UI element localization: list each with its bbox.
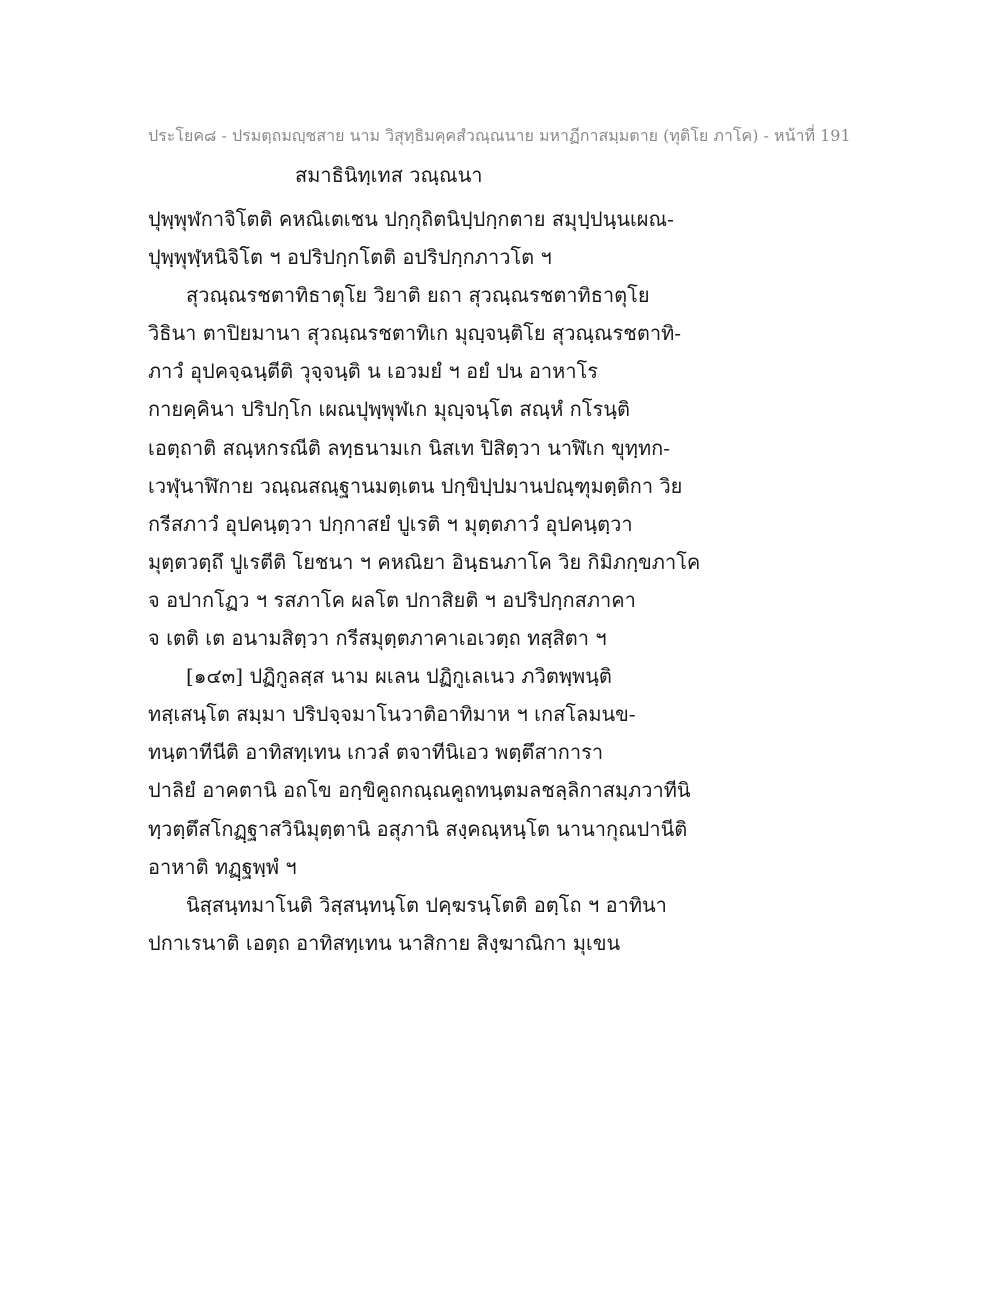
text-line: กรีสภาวํ อุปคนฺตฺวา ปกฺกาสยํ ปูเรติ ฯ มุตฺตภาวํ อุปคนฺตฺวา [148,511,633,536]
text-line: ภาวํ อุปคจฺฉนฺตีติ วุจฺจนฺติ น เอวมยํ ฯ อยํ ปน อาหาโร [148,359,599,384]
text-line: กายคฺคินา ปริปกฺโก เผณปุพฺพุฬเก มุญฺจนฺโต สณฺหํ กโรนฺติ [148,397,630,422]
text-line: เอตฺถาติ สณฺหกรณีติ ลทฺธนามเก นิสเท ปิสิตฺวา นาฬิเก ขุทฺทก- [148,435,671,460]
text-line: เวฬุนาฬิกาย วณฺณสณฺฐานมตฺเตน ปกฺขิปฺปมานปณฺฑุมตฺติกา วิย [148,473,683,498]
text-line: จ เตติ เต อนามสิตฺวา กรีสมุตฺตภาคาเอเวตฺถ ทสฺสิตา ฯ [148,626,607,651]
text-line: ปุพฺพุฬฺหนิจิโต ฯ อปริปกฺกโตติ อปริปกฺกภาวโต ฯ [148,245,552,270]
text-line: ทฺวตฺตึสโกฏฺฐาสวินิมุตฺตานิ อสุภานิ สงฺคณฺหนฺโต นานากุณปานีติ [148,816,688,841]
paragraph-start-line: [๑๔๓] ปฏิกูลสฺส นาม ผเลน ปฏิกูเลเนว ภวิตพฺพนฺติ [186,664,612,689]
text-line: มุตฺตวตฺถึ ปูเรตีติ โยชนา ฯ คหณิยา อินฺธนภาโค วิย กิมิภกฺขภาโค [148,549,701,574]
running-header: ประโยค๘ - ปรมตฺถมญฺชสาย นาม วิสุทฺธิมคฺคสํวณฺณนาย มหาฏีกาสมฺมตาย (ทุติโย ภาโค) - หน้าที่ 191 [148,126,851,145]
text-line: อาหาติ ทฏฺฐพฺพํ ฯ [148,854,297,879]
text-line: ปาลิยํ อาคตานิ อถโข อกฺขิคูถกณฺณคูถทนฺตมลชลฺลิกาสมฺภวาทีนิ [148,778,691,803]
text-line: ทนฺตาทีนีติ อาทิสทฺเทน เกวลํ ตจาทีนิเอว พตฺตึสาการา [148,740,604,765]
text-line: ปกาเรนาติ เอตฺถ อาทิสทฺเทน นาสิกาย สิงฺฆาณิกา มุเขน [148,930,621,955]
paragraph-start-line: สุวณฺณรชตาทิธาตุโย วิยาติ ยถา สุวณฺณรชตาทิธาตุโย [186,283,650,308]
text-line: ปุพฺพุฬกาจิโตติ คหณิเตเชน ปกฺกุถิตนิปฺปกฺกตาย สมุปฺปนฺนเผณ- [148,207,674,231]
paragraph-start-line: นิสฺสนฺทมาโนติ วิสฺสนฺทนฺโต ปคฺฆรนฺโตติ อตฺโถ ฯ อาทินา [186,892,667,917]
text-line: ทสฺเสนฺโต สมฺมา ปริปจฺจมาโนวาติอาทิมาห ฯ เกสโลมนข- [148,702,636,727]
text-line: วิธินา ตาปิยมานา สุวณฺณรชตาทิเก มุญฺจนฺติโย สุวณฺณรชตาทิ- [148,321,682,346]
body-text [148,200,708,962]
text-line: จ อปากโฏว ฯ รสภาโค ผลโต ปกาสิยติ ฯ อปริปกฺกสภาคา [148,587,636,612]
section-title: สมาธินิทฺเทส วณฺณนา [295,163,483,187]
